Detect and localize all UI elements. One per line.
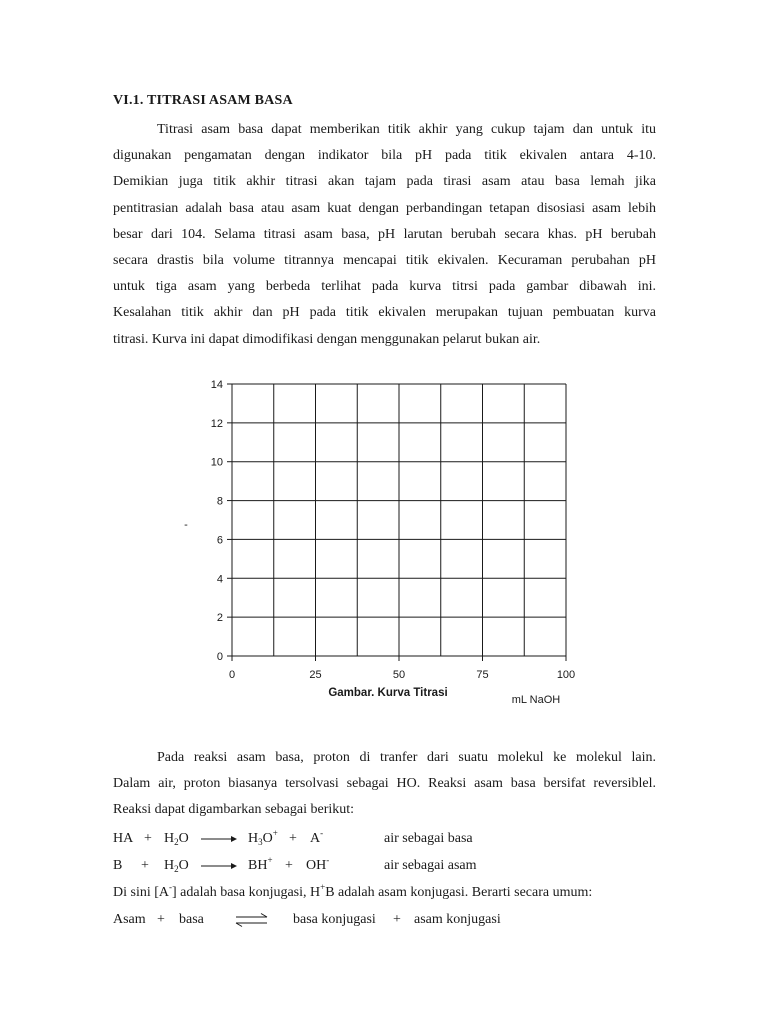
- text-line: Pada reaksi asam basa, proton di tranfer dari suatu molekul ke molekul lain.: [157, 750, 656, 765]
- y-tick-label: 4: [216, 573, 223, 586]
- x-tick-label: 25: [309, 669, 322, 681]
- text-line: secara drastis bila volume titrannya mencapai titik ekivalen. Kecuraman perubahan pH: [113, 252, 656, 268]
- text-line: pentitrasian adalah basa atau asam kuat dengan perbandingan tetapan disosiasi asam lebih: [113, 200, 656, 216]
- y-tick-label: 0: [216, 651, 223, 663]
- text-line: Dalam air, proton biasanya tersolvasi sebagai HO. Reaksi asam basa bersifat reversiblel.: [113, 776, 656, 792]
- product-b: A-: [310, 828, 324, 846]
- text-line: titrasi. Kurva ini dapat dimodifikasi dengan menggunakan pelarut bukan air.: [113, 331, 541, 347]
- text-line: Reaksi dapat digambarkan sebagai berikut:: [113, 802, 355, 818]
- reactant-a: B: [113, 858, 123, 873]
- x-tick-label: 50: [392, 669, 406, 681]
- paragraph-intro: [113, 117, 656, 353]
- plus-sign: +: [285, 858, 293, 873]
- general-left-1: Asam: [113, 912, 146, 927]
- y-tick-label: 10: [210, 456, 223, 469]
- x-tick-label: 0: [228, 669, 236, 681]
- chart-title: Gambar. Kurva Titrasi: [328, 687, 448, 699]
- text-line: digunakan pengamatan dengan indikator bila pH pada titik ekivalen antara 4-10.: [113, 148, 656, 164]
- x-tick-label: 75: [476, 669, 489, 681]
- y-tick-label: 8: [216, 495, 223, 508]
- chart-grid: [232, 384, 566, 656]
- reactant-b: $H_2O$: [164, 858, 189, 874]
- y-tick-label: 14: [210, 379, 223, 391]
- y-tick-label: 12: [210, 417, 223, 430]
- conjugate-explanation: Di sini [A-] adalah basa konjugasi, H+B adalah asam konjugasi. Berarti secara umum:: [113, 882, 593, 900]
- reaction-note: air sebagai basa: [384, 831, 473, 846]
- plus-sign: +: [393, 912, 401, 927]
- text-line: untuk tiga asam yang berbeda terlihat pada kurva titrsi pada gambar dibawah ini.: [113, 279, 656, 295]
- x-tick-label: 100: [556, 669, 576, 681]
- plus-sign: +: [157, 912, 165, 927]
- reaction-arrow-icon: [200, 860, 238, 872]
- paragraph-acid-base: [113, 745, 656, 824]
- reaction-note: air sebagai asam: [384, 858, 477, 873]
- section-heading: VI.1. TITRASI ASAM BASA: [113, 93, 293, 108]
- plus-sign: +: [144, 831, 152, 846]
- reactant-b: $H_2O$: [164, 831, 189, 847]
- y-tick-label: 6: [216, 534, 223, 547]
- text-line: besar dari 104. Selama titrasi asam basa, pH larutan berubah secara khas. pH berubah: [113, 226, 656, 242]
- text-line: Kesalahan titik akhir dan pH pada titik ekivalen merupakan tujuan pembuatan kurva: [113, 305, 656, 321]
- general-right-2: asam konjugasi: [414, 912, 501, 927]
- reaction-arrow-icon: [200, 833, 238, 845]
- product-a: $H_3O^+$: [248, 828, 278, 847]
- equilibrium-arrow-icon: [234, 912, 270, 928]
- chart-y-axis-label: -: [184, 519, 188, 531]
- y-tick-label: 2: [216, 612, 223, 625]
- reactant-a: HA: [113, 831, 134, 846]
- chart-ticks: [211, 379, 575, 681]
- product-b: OH-: [306, 855, 330, 873]
- plus-sign: +: [141, 858, 149, 873]
- text-line: Titrasi asam basa dapat memberikan titik akhir yang cukup tajam dan untuk itu: [157, 122, 656, 137]
- text-line: Demikian juga titik akhir titrasi akan tajam pada tirasi asam atau basa lemah jika: [113, 174, 656, 190]
- general-left-2: basa: [179, 912, 204, 927]
- product-a: BH+: [248, 855, 273, 873]
- general-right-1: basa konjugasi: [293, 912, 376, 927]
- plus-sign: +: [289, 831, 297, 846]
- chart-x-axis-label: mL NaOH: [511, 694, 561, 706]
